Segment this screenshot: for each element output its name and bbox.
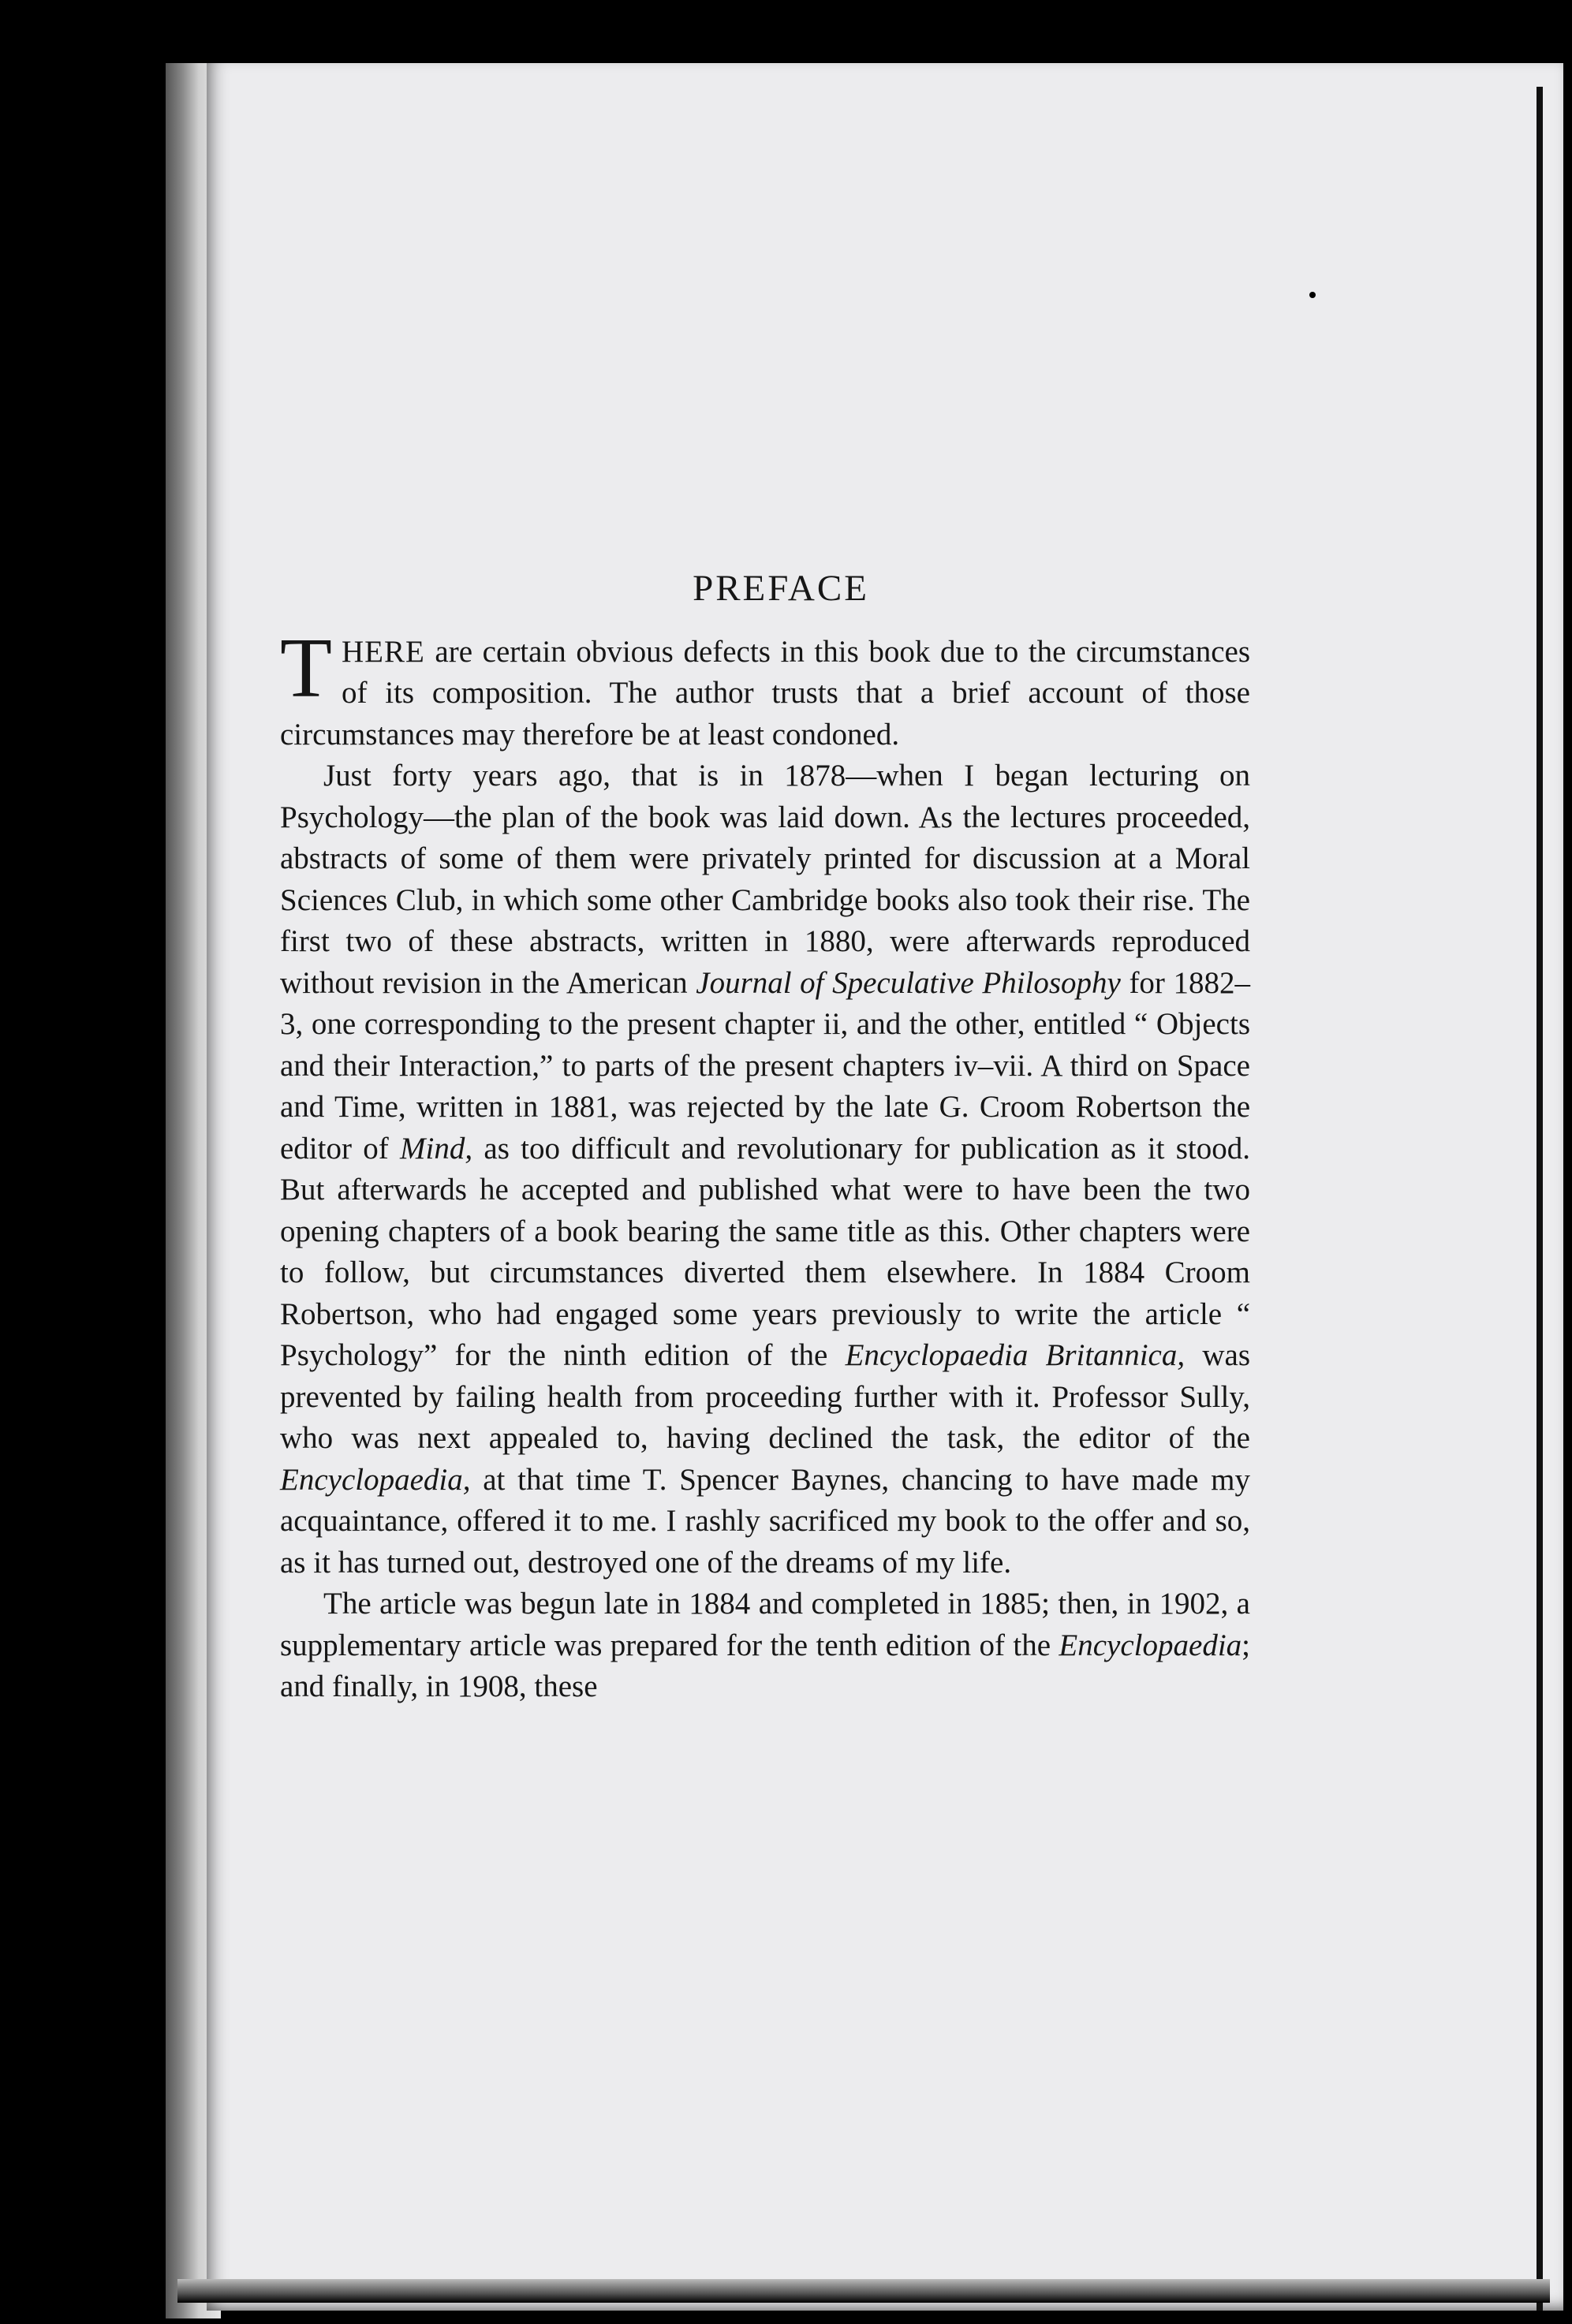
paragraph-3 — [280, 1584, 1250, 1708]
paragraph-1 — [280, 621, 1250, 756]
italic-title: Encyclopaedia — [1059, 1628, 1242, 1662]
paragraph-text: as too difficult and revolutionary for publication as it stood. But afterwards he accepted and published what were to have been the two opening chapters of a book bearing the same title as this. Other chapters were to follow, but circumstances diverted them elsewhere. In 1884 Croom Robertson, who had engaged some years previously to write the article “ Psychology” for the ninth edition of the — [280, 1131, 1250, 1372]
preface-text-block — [280, 568, 1250, 1708]
italic-title: Encyclopaedia Britannica, — [845, 1338, 1186, 1372]
paragraph-text: are certain obvious defects in this book due to the circumstances of its composition. The author trusts that a brief account of those circumstances may therefore be at least condoned. — [280, 634, 1250, 752]
scan-speck — [1309, 292, 1316, 298]
page-right-edge — [1537, 87, 1543, 2311]
paragraph-text: ; and finally, in 1908, these — [280, 1628, 1250, 1703]
paragraph-text: Just forty years ago, that is in 1878—when I began lecturing on Psychology—the plan of the book was laid down. As the lectures proceeded, abstracts of some of them were privately printed for discussion at a Moral Sciences Club, in which some other Cambridge books also took their rise. The first two of these abstracts, written in 1880, were afterwards reproduced without revision in the American — [280, 759, 1250, 1000]
paragraph-text: for 1882–3, one corresponding to the present chapter ii, and the other, entitled “ Objects and their Interaction,” to parts of the present chapters iv–vii. A third on Space and Time, written in 1881, was rejected by the late G. Croom Robertson the editor of — [280, 965, 1250, 1166]
italic-title: Journal of Speculative Philosophy — [696, 965, 1121, 1000]
paragraph-text: The article was begun late in 1884 and completed in 1885; then, in 1902, a supplementary article was prepared for the tenth edition of the — [280, 1587, 1250, 1662]
page-title: PREFACE — [693, 568, 869, 609]
italic-title: Mind, — [400, 1131, 473, 1166]
drop-cap: T — [280, 621, 332, 715]
paragraph-text: at that time T. Spencer Baynes, chancing to have made my acquaintance, offered it to me. I rashly sacrificed my book to the offer and so, as it has turned out, destroyed one of the dreams of my life. — [280, 1462, 1250, 1580]
page-bottom-edge — [177, 2279, 1550, 2303]
italic-title: Encyclopaedia, — [280, 1462, 471, 1497]
lead-word: HERE — [341, 634, 425, 669]
paragraph-text: was prevented by failing health from proceeding further with it. Professor Sully, who was next appealed to, having declined the task, the editor of the — [280, 1338, 1250, 1455]
paragraph-2 — [280, 755, 1250, 1584]
